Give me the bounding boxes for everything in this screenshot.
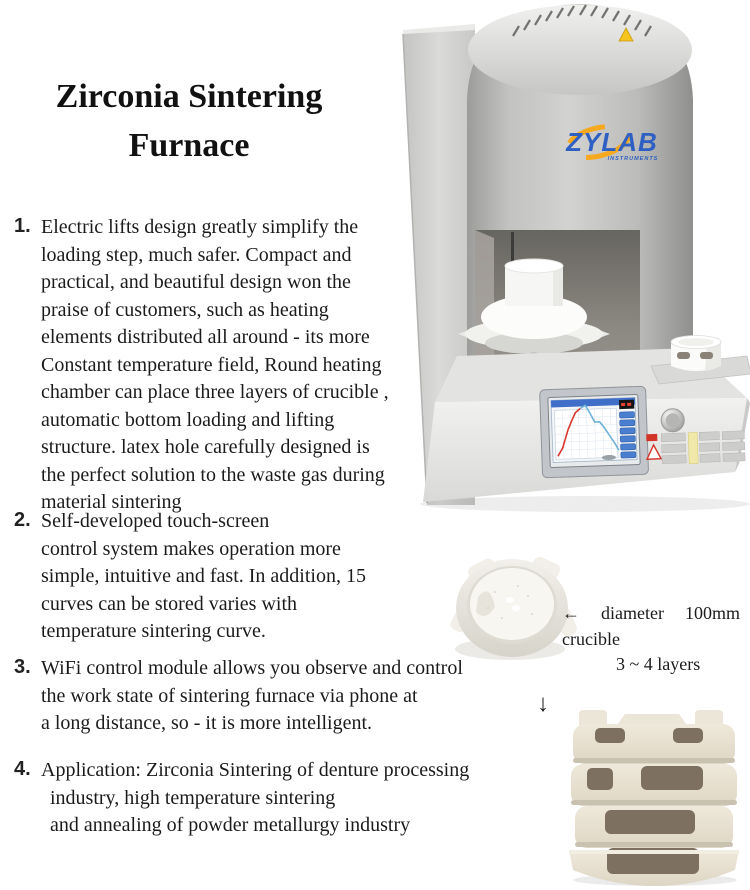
stack-layer-1 [573,710,735,764]
yellow-label [688,432,698,463]
feature-line: WiFi control module allows you observe and control [41,657,463,679]
crucible-label: crucible [562,629,620,649]
stack-layer-3 [575,806,733,848]
feature-number: 1. [14,215,31,237]
feature-line: the perfect solution to the waste gas during [41,463,385,486]
feature-line: the work state of sintering furnace via phone at [41,684,418,707]
feature-line: curves can be stored varies with [41,592,298,615]
diameter-value: 100mm [684,603,740,623]
feature-line: Self-developed touch-screen [41,510,270,532]
feature-line: industry, high temperature sintering [50,786,336,809]
feature-item-1 [14,214,389,517]
feature-text [41,508,366,646]
page-title-line2: Furnace [128,127,250,164]
brand-subtitle-text: INSTRUMENTS [607,156,659,162]
feature-number: 4. [14,758,31,780]
feature-line: structure. latex hole carefully designed is [41,436,370,458]
feature-text [41,655,463,738]
diameter-label: diameter [601,603,664,623]
feature-item-3 [14,655,463,738]
touchscreen[interactable] [551,398,637,463]
feature-line: simple, intuitive and fast. In addition, 15 [41,565,366,587]
feature-line: a long distance, so - it is more intelligent. [41,712,373,734]
feature-line: loading step, much safer. Compact and [41,243,352,266]
furnace-dome [468,5,692,95]
page-title [28,72,350,170]
feature-item-2 [14,508,366,646]
feature-line: Constant temperature field, Round heating [41,353,382,376]
brand-text: ZYLAB [566,127,658,157]
feature-line: and annealing of powder metallurgy industry [50,814,411,836]
feature-line: Application: Zirconia Sintering of denture processing [41,759,470,781]
feature-number: 2. [14,509,31,531]
feature-line: control system makes operation more [41,537,341,560]
furnace-photo [395,0,750,515]
feature-line: practical, and beautiful design won the [41,271,351,293]
feature-line: temperature sintering curve. [41,620,266,642]
feature-line: praise of customers, such as heating [41,298,329,321]
crucible-annotation-row [562,603,740,624]
feature-line: Electric lifts design greatly simplify the [41,216,359,238]
feature-line: automatic bottom loading and lifting [41,408,335,431]
feature-line: chamber can place three layers of crucible , [41,381,389,403]
feature-text [41,757,469,840]
stack-layer-2 [571,764,737,806]
layers-label: 3 ~ 4 layers [616,654,701,674]
feature-line: material sintering [41,491,182,513]
feature-item-4 [14,757,469,840]
feature-line: elements distributed all around - its more [41,326,370,348]
crucible-stack-photo [565,708,745,886]
brand-logo [565,121,659,163]
left-arrow-icon: ← [562,603,580,623]
down-arrow-icon: ↓ [537,691,549,717]
feature-number: 3. [14,656,31,678]
feature-text [41,214,389,517]
page-title-line1: Zirconia Sintering [55,78,323,115]
